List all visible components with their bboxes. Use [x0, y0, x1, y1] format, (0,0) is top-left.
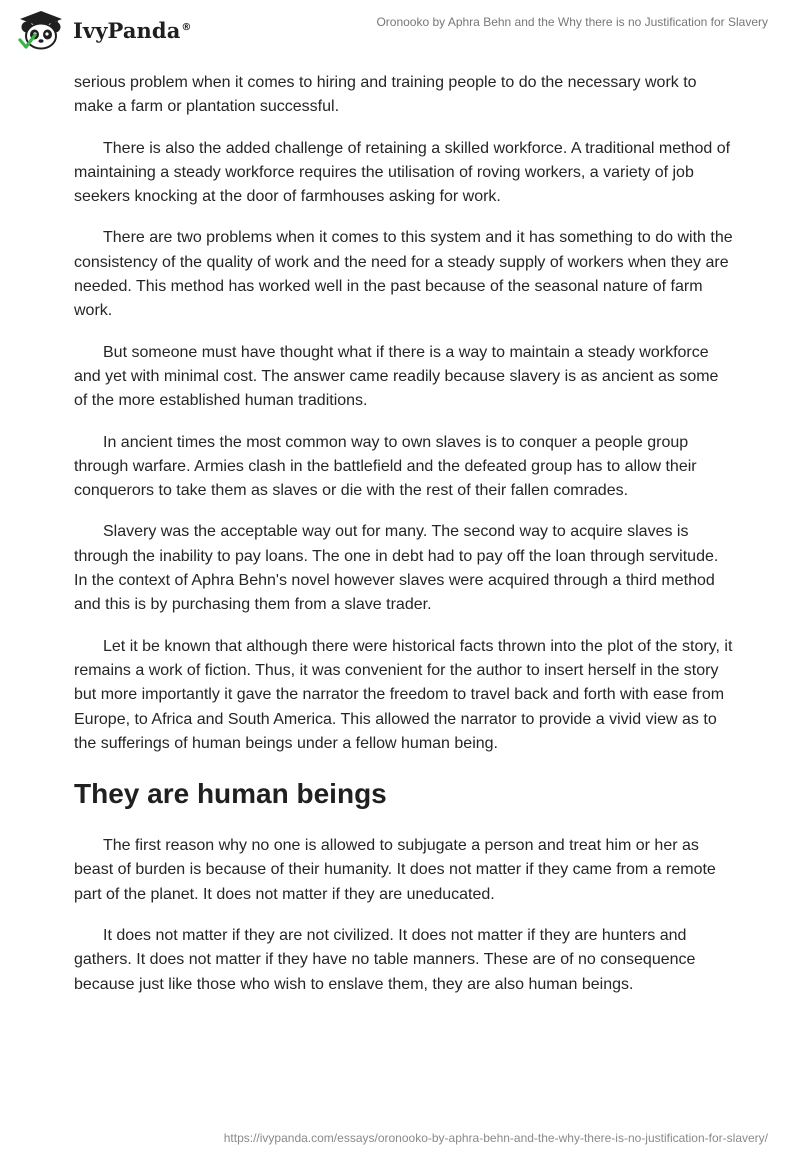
- paragraph: There is also the added challenge of retaining a skilled workforce. A traditional method of maintaining a steady workforce requires the utilisation of roving workers, a variety of job seekers knocking at the door of farmhouses asking for work.: [74, 139, 731, 206]
- paragraph: There are two problems when it comes to this system and it has something to do with the consistency of the quality of work and the need for a steady supply of workers when they are needed. This method has worked well in the past because of the seasonal nature of farm work.: [74, 229, 733, 320]
- source-url-link[interactable]: https://ivypanda.com/essays/oronooko-by-aphra-behn-and-the-why-there-is-no-justification-for-slavery/: [223, 1131, 768, 1145]
- document-title: Oronooko by Aphra Behn and the Why there is no Justification for Slavery: [376, 15, 768, 29]
- paragraph-continuation: serious problem when it comes to hiring and training people to do the necessary work to make a farm or plantation successful.: [74, 74, 697, 116]
- paragraph: Slavery was the acceptable way out for many. The second way to acquire slaves is through the inability to pay loans. The one in debt had to pay off the loan through servitude. In the context of Aphra Behn's novel however slaves were acquired through a third method and this is by purchasing them from a slave trader.: [74, 523, 719, 614]
- panda-graduation-cap-icon: [16, 10, 66, 50]
- site-logo[interactable]: [16, 10, 192, 50]
- registered-mark: ®: [181, 21, 192, 33]
- paragraph: In ancient times the most common way to own slaves is to conquer a people group through warfare. Armies clash in the battlefield and the defeated group has to allow their conquerors to take them as slaves or die with the rest of their fallen comrades.: [74, 433, 697, 500]
- page-header: [0, 0, 800, 64]
- logo-wordmark: IvyPanda: [73, 17, 181, 43]
- paragraph: The first reason why no one is allowed to subjugate a person and treat him or her as beast of burden is because of their humanity. It does not matter if they came from a remote part of the planet. It does not matter if they are uneducated.: [74, 837, 716, 903]
- section-heading: They are human beings: [74, 778, 387, 810]
- paragraph: Let it be known that although there were historical facts thrown into the plot of the story, it remains a work of fiction. Thus, it was convenient for the author to insert herself in the story but more importantly it gave the narrator the freedom to travel back and forth with ease from Europe, to Africa and South America. This allowed the narrator to provide a vivid view as to the sufferings of human beings under a fellow human being.: [74, 637, 733, 752]
- paragraph: It does not matter if they are not civilized. It does not matter if they are hunters and gathers. It does not matter if they have no table manners. These are of no consequence because just like those who wish to enslave them, they are also human beings.: [74, 927, 696, 993]
- logo-text: [73, 18, 192, 43]
- article-body: [74, 71, 734, 1014]
- paragraph: But someone must have thought what if there is a way to maintain a steady workforce and yet with minimal cost. The answer came readily because slavery is as ancient as some of the more established human traditions.: [74, 343, 719, 410]
